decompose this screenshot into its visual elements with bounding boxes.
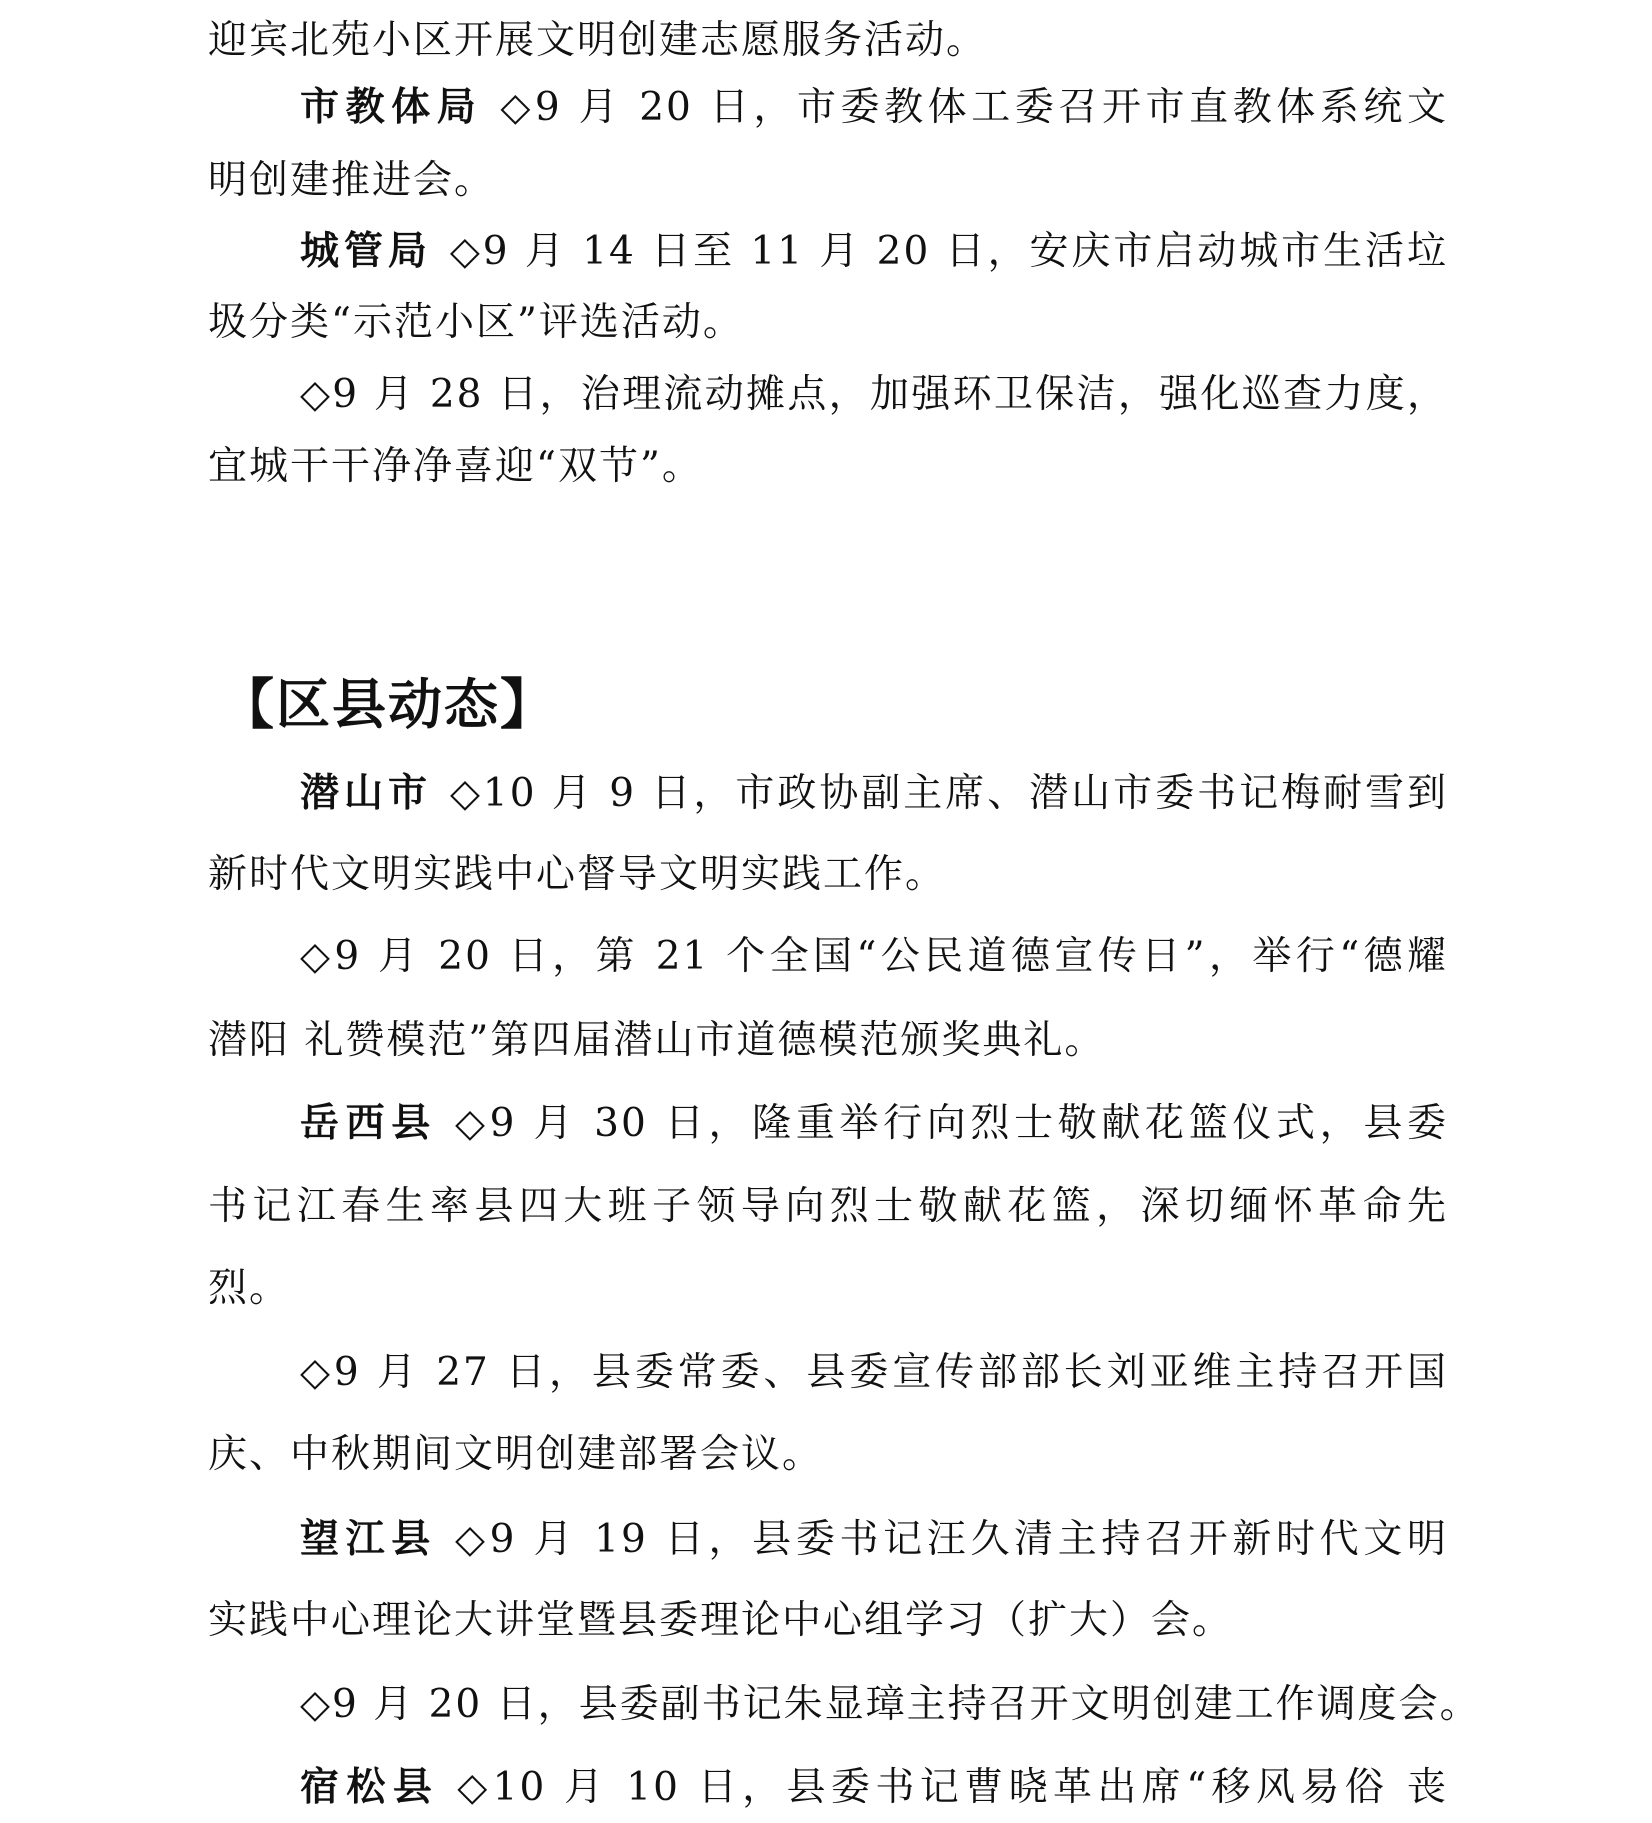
text-line bbox=[208, 154, 495, 208]
line-text: ◇9 月 28 日，治理流动摊点，加强环卫保洁，强化巡查力度， bbox=[300, 372, 1448, 417]
line-text: 潜阳 礼赞模范”第四届潜山市道德模范颁奖典礼。 bbox=[208, 1018, 1106, 1063]
paragraph-start bbox=[300, 1346, 1448, 1400]
paragraph-start bbox=[300, 1096, 1448, 1150]
text-line bbox=[208, 1428, 823, 1482]
org-name: 望江县 bbox=[300, 1516, 437, 1562]
line-text: ◇10 月 9 日，市政协副主席、潜山市委书记梅耐雪到 bbox=[449, 771, 1448, 816]
org-name: 宿松县 bbox=[300, 1764, 440, 1810]
paragraph-start bbox=[300, 368, 1448, 422]
text-line bbox=[208, 296, 744, 350]
paragraph-start bbox=[300, 80, 1448, 134]
line-text: ◇9 月 30 日，隆重举行向烈士敬献花篮仪式，县委 bbox=[454, 1101, 1448, 1146]
paragraph-start bbox=[300, 930, 1448, 984]
org-name: 潜山市 bbox=[300, 770, 432, 816]
section-heading: 【区县动态】 bbox=[220, 673, 556, 736]
line-text: ◇9 月 20 日，县委副书记朱显璋主持召开文明创建工作调度会。 bbox=[300, 1682, 1481, 1727]
line-text: 宜城干干净净喜迎“双节”。 bbox=[208, 444, 703, 489]
text-line bbox=[208, 1014, 1105, 1068]
line-text: ◇10 月 10 日，县委书记曹晓革出席“移风易俗 丧 bbox=[457, 1765, 1448, 1810]
line-text: ◇9 月 20 日，第 21 个全国“公民道德宣传日”，举行“德耀 bbox=[300, 934, 1448, 979]
line-text: 书记江春生率县四大班子领导向烈士敬献花篮，深切缅怀革命先 bbox=[208, 1184, 1448, 1229]
line-text: 实践中心理论大讲堂暨县委理论中心组学习（扩大）会。 bbox=[208, 1598, 1234, 1643]
line-text: 明创建推进会。 bbox=[208, 158, 496, 203]
org-name: 岳西县 bbox=[300, 1100, 437, 1146]
text-line bbox=[208, 1594, 1233, 1648]
text-line bbox=[208, 1262, 290, 1316]
paragraph-start bbox=[300, 1512, 1448, 1566]
line-text: 圾分类“示范小区”评选活动。 bbox=[208, 300, 744, 345]
line-text: 庆、中秋期间文明创建部署会议。 bbox=[208, 1432, 824, 1477]
line-text: 烈。 bbox=[208, 1266, 291, 1311]
paragraph-start bbox=[300, 1760, 1448, 1814]
paragraph-start bbox=[300, 224, 1448, 278]
line-text: ◇9 月 14 日至 11 月 20 日，安庆市启动城市生活垃 bbox=[449, 229, 1448, 274]
org-name: 市教体局 bbox=[300, 84, 483, 130]
line-text: 新时代文明实践中心督导文明实践工作。 bbox=[208, 852, 947, 897]
text-line bbox=[208, 14, 987, 68]
line-text: ◇9 月 20 日，市委教体工委召开市直教体系统文 bbox=[500, 85, 1448, 130]
paragraph-start bbox=[300, 766, 1448, 820]
text-line bbox=[208, 1180, 1448, 1234]
text-line bbox=[208, 848, 946, 902]
text-line bbox=[208, 440, 703, 494]
org-name: 城管局 bbox=[300, 228, 432, 274]
line-text: ◇9 月 27 日，县委常委、县委宣传部部长刘亚维主持召开国 bbox=[300, 1350, 1448, 1395]
paragraph-start bbox=[300, 1678, 1481, 1732]
line-text: 迎宾北苑小区开展文明创建志愿服务活动。 bbox=[208, 18, 988, 63]
line-text: ◇9 月 19 日，县委书记汪久清主持召开新时代文明 bbox=[454, 1517, 1448, 1562]
